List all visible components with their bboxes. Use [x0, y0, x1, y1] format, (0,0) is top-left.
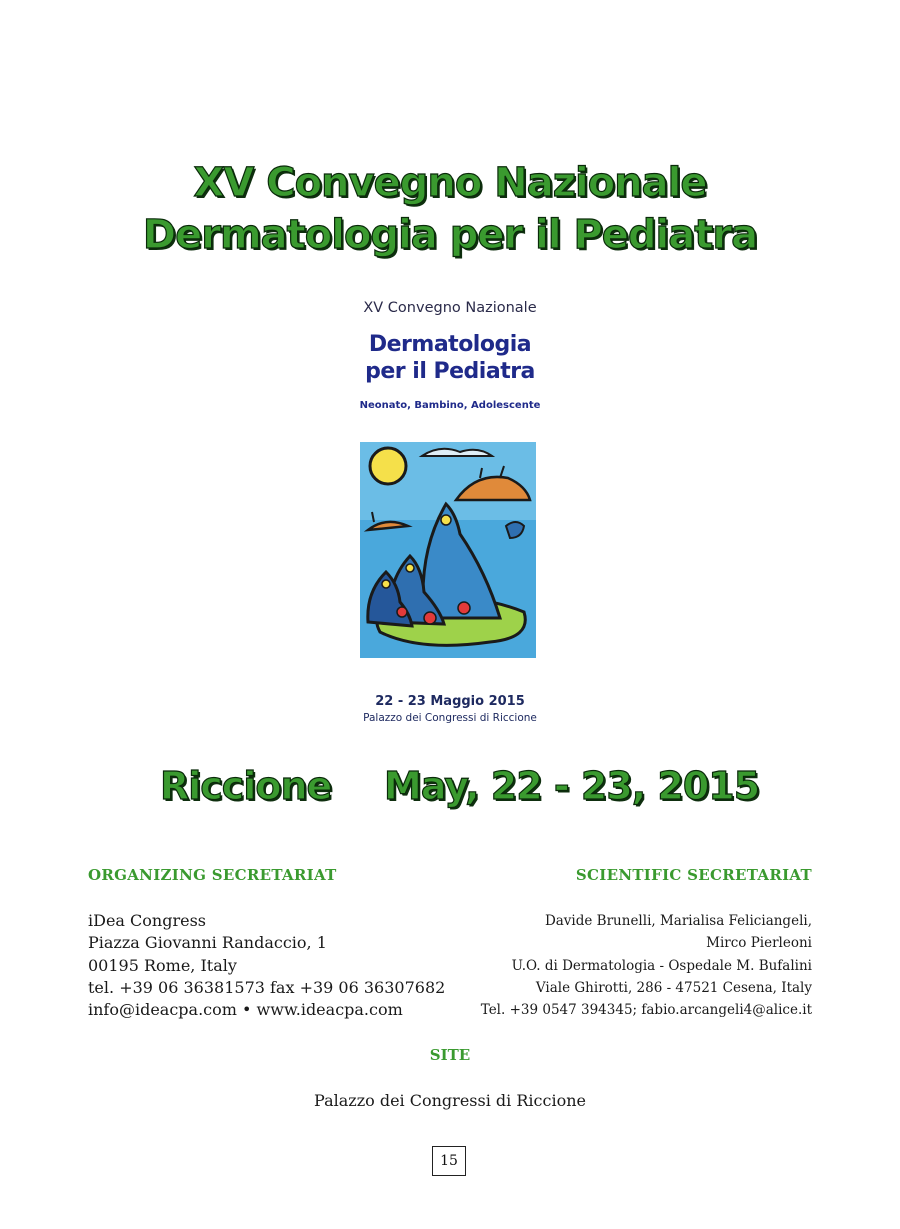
scientific-line: Mirco Pierleoni: [706, 935, 812, 952]
poster-tagline: Neonato, Bambino, Adolescente: [359, 400, 541, 411]
organizing-line: iDea Congress: [88, 911, 206, 930]
organizing-email-web: info@ideacpa.com • www.ideacpa.com: [88, 1000, 403, 1020]
scientific-secretariat-details: [481, 910, 812, 1021]
organizing-secretariat-heading: ORGANIZING SECRETARIAT: [88, 866, 337, 884]
scientific-line: Davide Brunelli, Marialisa Feliciangeli,: [544, 913, 812, 929]
site-heading: SITE: [429, 1046, 471, 1064]
event-dates: May, 22 - 23, 2015: [384, 764, 760, 808]
scientific-contact: Tel. +39 0547 394345; fabio.arcangeli4@alice.it: [480, 1002, 812, 1019]
scientific-line: Viale Ghirotti, 286 - 47521 Cesena, Italy: [535, 979, 812, 996]
loons-lake-painting-icon: [360, 442, 536, 658]
organizing-line: 00195 Rome, Italy: [88, 955, 237, 975]
poster-subtitle: XV Convegno Nazionale: [363, 300, 537, 316]
poster-title-line2: per il Pediatra: [365, 359, 535, 384]
organizing-line: Piazza Giovanni Randaccio, 1: [88, 933, 327, 953]
scientific-secretariat-heading: SCIENTIFIC SECRETARIAT: [575, 866, 812, 884]
poster-title-line1: Dermatologia: [368, 332, 532, 357]
main-title-line2: Dermatologia per il Pediatra: [142, 212, 758, 258]
poster-date: 22 - 23 Maggio 2015: [375, 694, 525, 709]
event-city: Riccione: [160, 764, 332, 808]
organizing-phone-fax: tel. +39 06 36381573 fax +39 06 36307682: [88, 977, 446, 997]
main-title-line1: XV Convegno Nazionale: [193, 160, 707, 206]
site-name: Palazzo dei Congressi di Riccione: [314, 1091, 586, 1110]
scientific-line: U.O. di Dermatologia - Ospedale M. Bufalini: [511, 957, 812, 974]
congress-poster: [330, 292, 570, 732]
poster-venue: Palazzo dei Congressi di Riccione: [363, 712, 537, 724]
page-number: 15: [432, 1146, 466, 1176]
organizing-secretariat-details: [88, 910, 445, 1021]
